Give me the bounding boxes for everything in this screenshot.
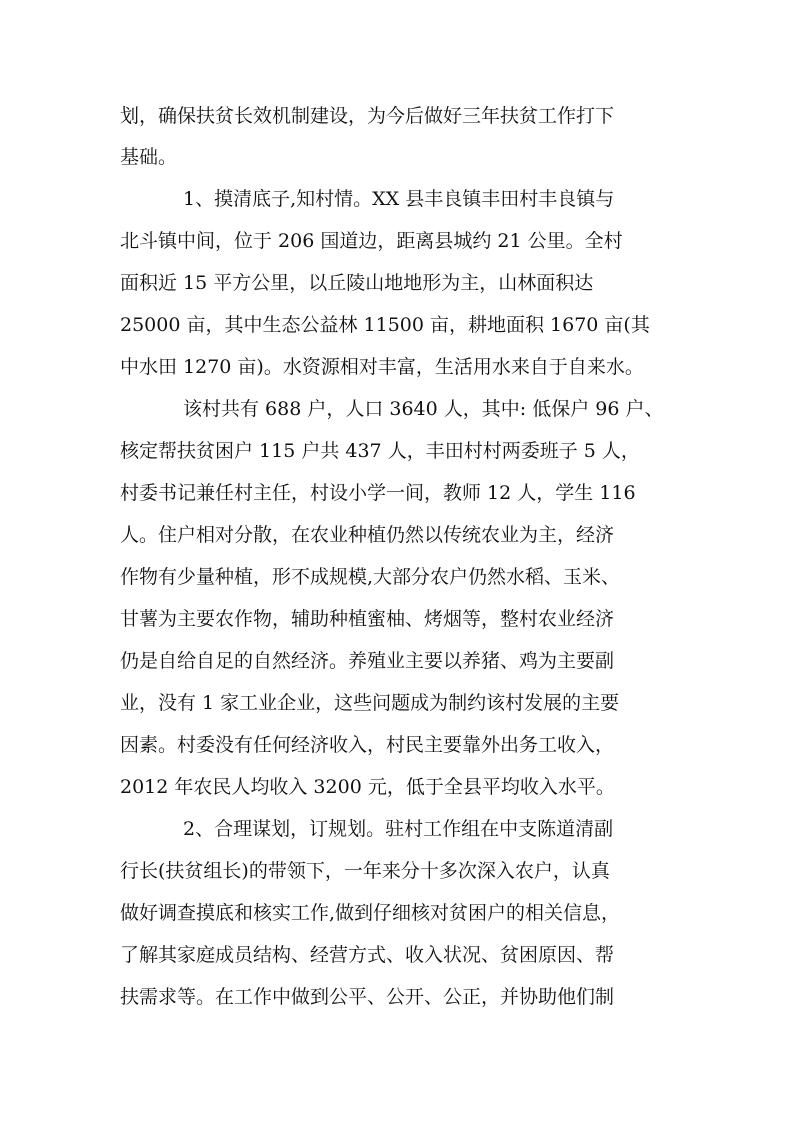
paragraph-start-line: 1、摸清底子,知村情。XX 县丰良镇丰田村丰良镇与 (183, 188, 615, 210)
text-line: 村委书记兼任村主任，村设小学一间，教师 12 人，学生 116 (120, 482, 636, 504)
text-line: 划，确保扶贫长效机制建设，为今后做好三年扶贫工作打下 (120, 105, 615, 127)
text-line: 25000 亩，其中生态公益林 11500 亩，耕地面积 1670 亩(其 (120, 314, 650, 336)
text-line: 北斗镇中间，位于 206 国道边，距离县城约 21 公里。全村 (120, 230, 623, 252)
text-line: 人。住户相对分散，在农业种植仍然以传统农业为主，经济 (120, 524, 615, 546)
text-line: 面积近 15 平方公里，以丘陵山地地形为主，山林面积达 (120, 272, 594, 294)
text-line: 了解其家庭成员结构、经营方式、收入状况、贫困原因、帮 (120, 944, 615, 966)
paragraph-start-line: 2、合理谋划，订规划。驻村工作组在中支陈道清副 (183, 818, 614, 840)
text-line: 仍是自给自足的自然经济。养殖业主要以养猪、鸡为主要副 (120, 650, 615, 672)
text-line: 行长(扶贫组长)的带领下，一年来分十多次深入农户，认真 (120, 860, 610, 882)
text-line: 中水田 1270 亩)。水资源相对丰富，生活用水来自于自来水。 (120, 356, 644, 378)
text-line: 甘薯为主要农作物，辅助种植蜜柚、烤烟等，整村农业经济 (120, 608, 615, 630)
text-line: 因素。村委没有任何经济收入，村民主要靠外出务工收入， (120, 734, 615, 756)
text-line: 作物有少量种植，形不成规模,大部分农户仍然水稻、玉米、 (120, 566, 621, 588)
text-line: 基础。 (120, 146, 178, 168)
paragraph-start-line: 该村共有 688 户，人口 3640 人，其中: 低保户 96 户、 (183, 398, 664, 420)
text-line: 业，没有 1 家工业企业，这些问题成为制约该村发展的主要 (120, 692, 620, 714)
text-line: 做好调查摸底和核实工作,做到仔细核对贫困户的相关信息， (120, 902, 621, 924)
text-line: 扶需求等。在工作中做到公平、公开、公正，并协助他们制 (120, 986, 615, 1008)
text-line: 2012 年农民人均收入 3200 元，低于全县平均收入水平。 (120, 776, 615, 798)
text-line: 核定帮扶贫困户 115 户共 437 人，丰田村村两委班子 5 人， (120, 440, 640, 462)
